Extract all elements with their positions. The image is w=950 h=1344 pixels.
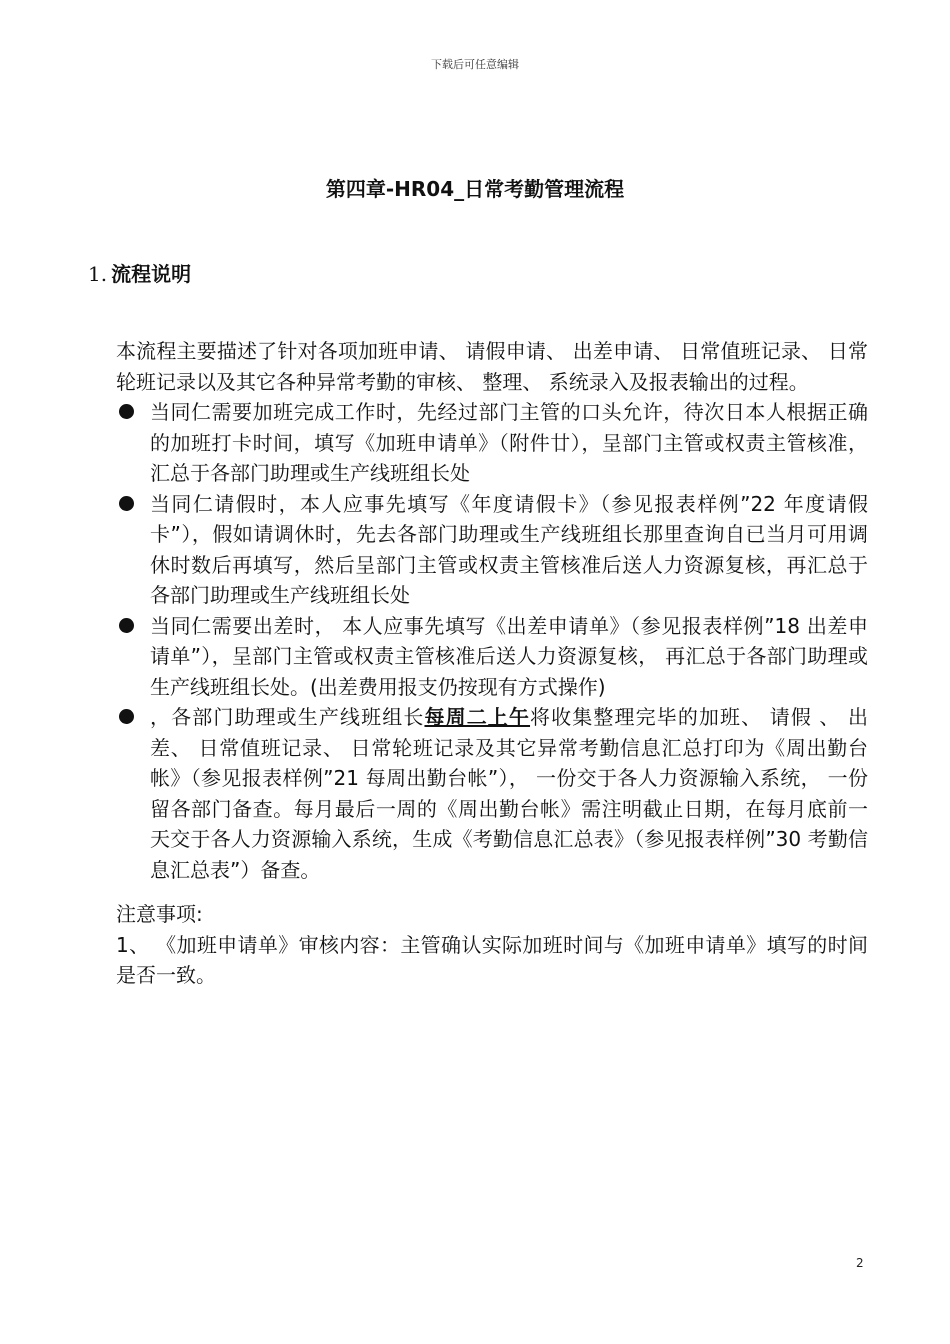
bullet-icon (119, 404, 134, 419)
list-item (116, 489, 868, 611)
section-heading (88, 258, 191, 287)
underlined-schedule: 每周二上午 (424, 705, 531, 729)
page-number: 2 (856, 1256, 864, 1270)
header-note: 下载后可任意编辑 (431, 58, 519, 71)
list-item-text: 当同仁请假时，本人应事先填写《年度请假卡》（参见报表样例”22 年度请假卡”），假如请调休时，先去各部门助理或生产线班组长那里查询自已当月可用调休时数后再填写，然后呈部门主管或权责主管核准后送人力资源复核，再汇总于各部门助理或生产线班组长处 (150, 491, 868, 607)
list-item (116, 611, 868, 703)
list-item-text-start: ，各部门助理或生产线班组长 (150, 705, 425, 729)
section-title: 流程说明 (111, 262, 192, 286)
list-item-text: 当同仁需要出差时， 本人应事先填写《出差申请单》（参见报表样例”18 出差申请单”），呈部门主管或权责主管核准后送人力资源复核， 再汇总于各部门助理或生产线班组长处。(出差费用报支仍按现有方式操作) (150, 613, 868, 699)
bullet-icon (119, 496, 134, 511)
notes-heading: 注意事项: (116, 902, 203, 926)
document-body (116, 336, 868, 991)
bullet-icon (119, 709, 134, 724)
chapter-title: 第四章-HR04_日常考勤管理流程 (325, 177, 625, 201)
section-number: 1. (88, 262, 108, 286)
list-item-text-end: 将收集整理完毕的加班、 请假 、 出差、 日常值班记录、 日常轮班记录及其它异常考勤信息汇总打印为《周出勤台帐》（参见报表样例”21 每周出勤台帐”）， 一份交于各人力资源输入系统， 一份留各部门备查。每月最后一周的《周出勤台帐》需注明截止日期，在每月底前一天交于各人力资源输入系统，生成《考勤信息汇总表》（参见报表样例”30 考勤信息汇总表”）备查。 (150, 705, 869, 882)
list-item (116, 397, 868, 489)
list-item (116, 702, 868, 885)
list-item-text: 当同仁需要加班完成工作时，先经过部门主管的口头允许，待次日本人根据正确的加班打卡时间，填写《加班申请单》（附件廿），呈部门主管或权责主管核准，汇总于各部门助理或生产线班组长处 (150, 400, 868, 485)
procedure-list (116, 397, 868, 885)
notes-item: 1、 《加班申请单》审核内容：主管确认实际加班时间与《加班申请单》填写的时间是否一致。 (116, 932, 868, 987)
bullet-icon (119, 618, 134, 633)
intro-paragraph: 本流程主要描述了针对各项加班申请、 请假申请、 出差申请、 日常值班记录、 日常轮班记录以及其它各种异常考勤的审核、 整理、 系统录入及报表输出的过程。 (116, 339, 868, 394)
